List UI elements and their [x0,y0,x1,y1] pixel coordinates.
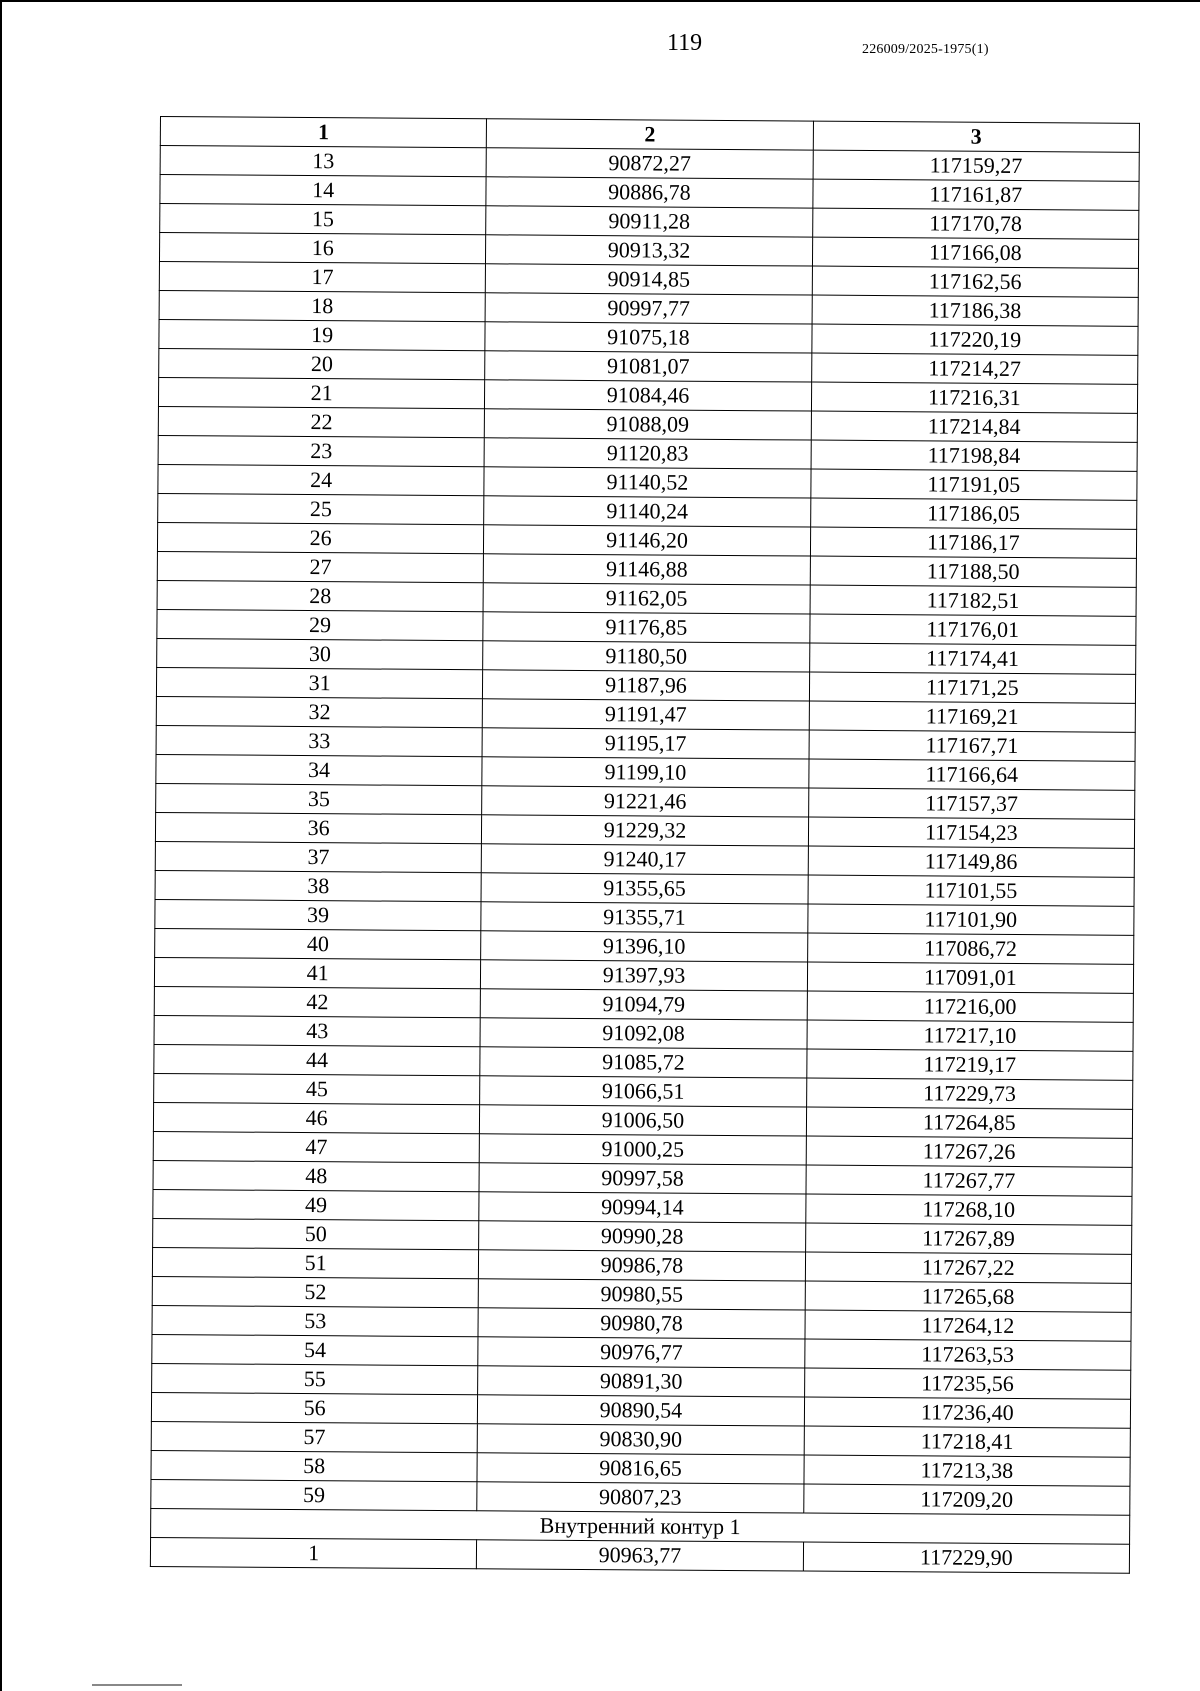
y-coordinate-cell: 117161,87 [813,179,1140,210]
y-coordinate-cell: 117267,89 [805,1223,1132,1254]
y-coordinate-cell: 117219,17 [806,1049,1133,1080]
y-coordinate-cell: 117264,12 [805,1310,1132,1341]
y-coordinate-cell: 117162,56 [812,266,1139,297]
point-number-cell: 32 [156,696,483,727]
point-number-cell: 47 [153,1131,480,1162]
y-coordinate-cell: 117213,38 [804,1455,1131,1486]
y-coordinate-cell: 117182,51 [810,585,1137,616]
point-number-cell: 36 [155,812,482,843]
point-number-cell: 20 [159,348,486,379]
point-number-cell: 16 [159,233,486,264]
point-number-cell: 54 [152,1334,479,1365]
point-number-cell: 28 [157,580,484,611]
point-number-cell: 34 [156,754,483,785]
x-coordinate-cell: 90980,78 [478,1308,805,1339]
point-number-cell: 57 [151,1421,478,1452]
y-coordinate-cell: 117186,17 [810,527,1137,558]
x-coordinate-cell: 91085,72 [480,1047,807,1078]
x-coordinate-cell: 91240,17 [482,844,809,875]
y-coordinate-cell: 117101,90 [807,904,1134,935]
point-number-cell: 55 [152,1363,479,1394]
y-coordinate-cell: 117267,26 [806,1136,1133,1167]
point-number-cell: 42 [154,986,481,1017]
point-number-cell: 22 [158,406,485,437]
y-coordinate-cell: 117216,31 [811,382,1138,413]
x-coordinate-cell: 90997,77 [485,293,812,324]
x-coordinate-cell: 91176,85 [483,612,810,643]
y-coordinate-cell: 117264,85 [806,1107,1133,1138]
y-coordinate-cell: 117174,41 [809,643,1136,674]
section-label: Внутренний контур 1 [151,1508,1130,1544]
y-coordinate-cell: 117159,27 [813,150,1140,181]
x-coordinate-cell: 90891,30 [478,1366,805,1397]
y-coordinate-cell: 117176,01 [809,614,1136,645]
point-number-cell: 29 [157,609,484,640]
y-coordinate-cell: 117217,10 [807,1020,1134,1051]
x-coordinate-cell: 90830,90 [478,1424,805,1455]
y-coordinate-cell: 117166,64 [808,759,1135,790]
x-coordinate-cell: 91120,83 [484,438,811,469]
y-coordinate-cell: 117265,68 [805,1281,1132,1312]
point-number-cell: 39 [155,899,482,930]
column-header-1: 1 [160,117,487,148]
point-number-cell: 18 [159,290,486,321]
x-coordinate-cell: 91006,50 [480,1105,807,1136]
point-number-cell: 51 [152,1247,479,1278]
x-coordinate-cell: 91355,65 [481,873,808,904]
page-top-edge [0,0,1200,2]
y-coordinate-cell: 117218,41 [804,1426,1131,1457]
x-coordinate-cell: 91191,47 [483,699,810,730]
x-coordinate-cell: 91000,25 [480,1134,807,1165]
column-header-2: 2 [487,119,814,150]
x-coordinate-cell: 91075,18 [485,322,812,353]
point-number-cell: 43 [154,1015,481,1046]
y-coordinate-cell: 117091,01 [807,962,1134,993]
point-number-cell: 59 [151,1479,478,1510]
x-coordinate-cell: 91355,71 [481,902,808,933]
y-coordinate-cell: 117214,27 [811,353,1138,384]
point-number-cell: 58 [151,1450,478,1481]
point-number-cell: 44 [154,1044,481,1075]
y-coordinate-cell: 117154,23 [808,817,1135,848]
point-number-cell: 48 [153,1160,480,1191]
point-number-cell: 40 [155,928,482,959]
point-number-cell: 35 [156,783,483,814]
y-coordinate-cell: 117236,40 [804,1397,1131,1428]
point-number-cell: 50 [153,1218,480,1249]
document-id: 226009/2025-1975(1) [862,42,989,57]
x-coordinate-cell: 91180,50 [483,641,810,672]
x-coordinate-cell: 91397,93 [481,960,808,991]
y-coordinate-cell: 117267,77 [806,1165,1133,1196]
x-coordinate-cell: 91199,10 [482,757,809,788]
y-coordinate-cell: 117169,21 [809,701,1136,732]
point-number-cell: 14 [160,175,487,206]
point-number-cell: 41 [154,957,481,988]
x-coordinate-cell: 91221,46 [482,786,809,817]
y-coordinate-cell: 117186,05 [810,498,1137,529]
point-number-cell: 13 [160,146,487,177]
x-coordinate-cell: 90990,28 [479,1221,806,1252]
column-header-3: 3 [813,121,1140,152]
x-coordinate-cell: 91229,32 [482,815,809,846]
y-coordinate-cell: 117214,84 [811,411,1138,442]
x-coordinate-cell: 91162,05 [483,583,810,614]
y-coordinate-cell: 117263,53 [804,1339,1131,1370]
x-coordinate-cell: 91084,46 [485,380,812,411]
point-number-cell: 38 [155,870,482,901]
point-number-cell: 30 [157,638,484,669]
y-coordinate-cell: 117186,38 [812,295,1139,326]
point-number-cell: 46 [153,1102,480,1133]
y-coordinate-cell: 117268,10 [805,1194,1132,1225]
x-coordinate-cell: 90807,23 [477,1482,804,1513]
x-coordinate-cell: 90872,27 [486,148,813,179]
point-number-cell: 21 [158,377,485,408]
x-coordinate-cell: 91081,07 [485,351,812,382]
point-number-cell: 33 [156,725,483,756]
x-coordinate-cell: 90963,77 [477,1540,804,1571]
x-coordinate-cell: 90913,32 [486,235,813,266]
x-coordinate-cell: 90816,65 [477,1453,804,1484]
y-coordinate-cell: 117267,22 [805,1252,1132,1283]
x-coordinate-cell: 90914,85 [486,264,813,295]
point-number-cell: 23 [158,435,485,466]
point-number-cell: 19 [159,319,486,350]
point-number-cell: 37 [155,841,482,872]
point-number-cell: 45 [154,1073,481,1104]
point-number-cell: 27 [157,551,484,582]
x-coordinate-cell: 91092,08 [480,1018,807,1049]
point-number-cell: 24 [158,464,485,495]
y-coordinate-cell: 117235,56 [804,1368,1131,1399]
y-coordinate-cell: 117216,00 [807,991,1134,1022]
point-number-cell: 25 [158,493,485,524]
x-coordinate-cell: 91140,24 [484,496,811,527]
x-coordinate-cell: 91066,51 [480,1076,807,1107]
y-coordinate-cell: 117229,90 [803,1542,1130,1573]
y-coordinate-cell: 117209,20 [803,1484,1130,1515]
point-number-cell: 56 [151,1392,478,1423]
y-coordinate-cell: 117101,55 [808,875,1135,906]
x-coordinate-cell: 91187,96 [483,670,810,701]
bottom-scan-mark [92,1684,182,1686]
y-coordinate-cell: 117166,08 [812,237,1139,268]
y-coordinate-cell: 117188,50 [810,556,1137,587]
point-number-cell: 26 [157,522,484,553]
point-number-cell: 1 [150,1537,477,1568]
y-coordinate-cell: 117170,78 [812,208,1139,239]
x-coordinate-cell: 90911,28 [486,206,813,237]
x-coordinate-cell: 90980,55 [479,1279,806,1310]
page-left-edge [0,0,2,1691]
x-coordinate-cell: 91094,79 [481,989,808,1020]
point-number-cell: 49 [153,1189,480,1220]
x-coordinate-cell: 91146,88 [484,554,811,585]
y-coordinate-cell: 117198,84 [811,440,1138,471]
point-number-cell: 52 [152,1276,479,1307]
point-number-cell: 53 [152,1305,479,1336]
table-row [150,1537,1129,1573]
y-coordinate-cell: 117149,86 [808,846,1135,877]
y-coordinate-cell: 117191,05 [811,469,1138,500]
y-coordinate-cell: 117157,37 [808,788,1135,819]
x-coordinate-cell: 91195,17 [482,728,809,759]
x-coordinate-cell: 90994,14 [479,1192,806,1223]
x-coordinate-cell: 91396,10 [481,931,808,962]
x-coordinate-cell: 90997,58 [479,1163,806,1194]
y-coordinate-cell: 117220,19 [812,324,1139,355]
x-coordinate-cell: 91140,52 [484,467,811,498]
y-coordinate-cell: 117229,73 [806,1078,1133,1109]
x-coordinate-cell: 90890,54 [478,1395,805,1426]
x-coordinate-cell: 90886,78 [486,177,813,208]
x-coordinate-cell: 91146,20 [484,525,811,556]
page-number: 119 [667,30,703,56]
point-number-cell: 31 [156,667,483,698]
x-coordinate-cell: 91088,09 [485,409,812,440]
point-number-cell: 15 [160,204,487,235]
x-coordinate-cell: 90976,77 [478,1337,805,1368]
y-coordinate-cell: 117167,71 [809,730,1136,761]
coordinates-table [150,116,1140,1574]
y-coordinate-cell: 117086,72 [807,933,1134,964]
table-body [150,146,1139,1574]
x-coordinate-cell: 90986,78 [479,1250,806,1281]
y-coordinate-cell: 117171,25 [809,672,1136,703]
point-number-cell: 17 [159,261,486,292]
